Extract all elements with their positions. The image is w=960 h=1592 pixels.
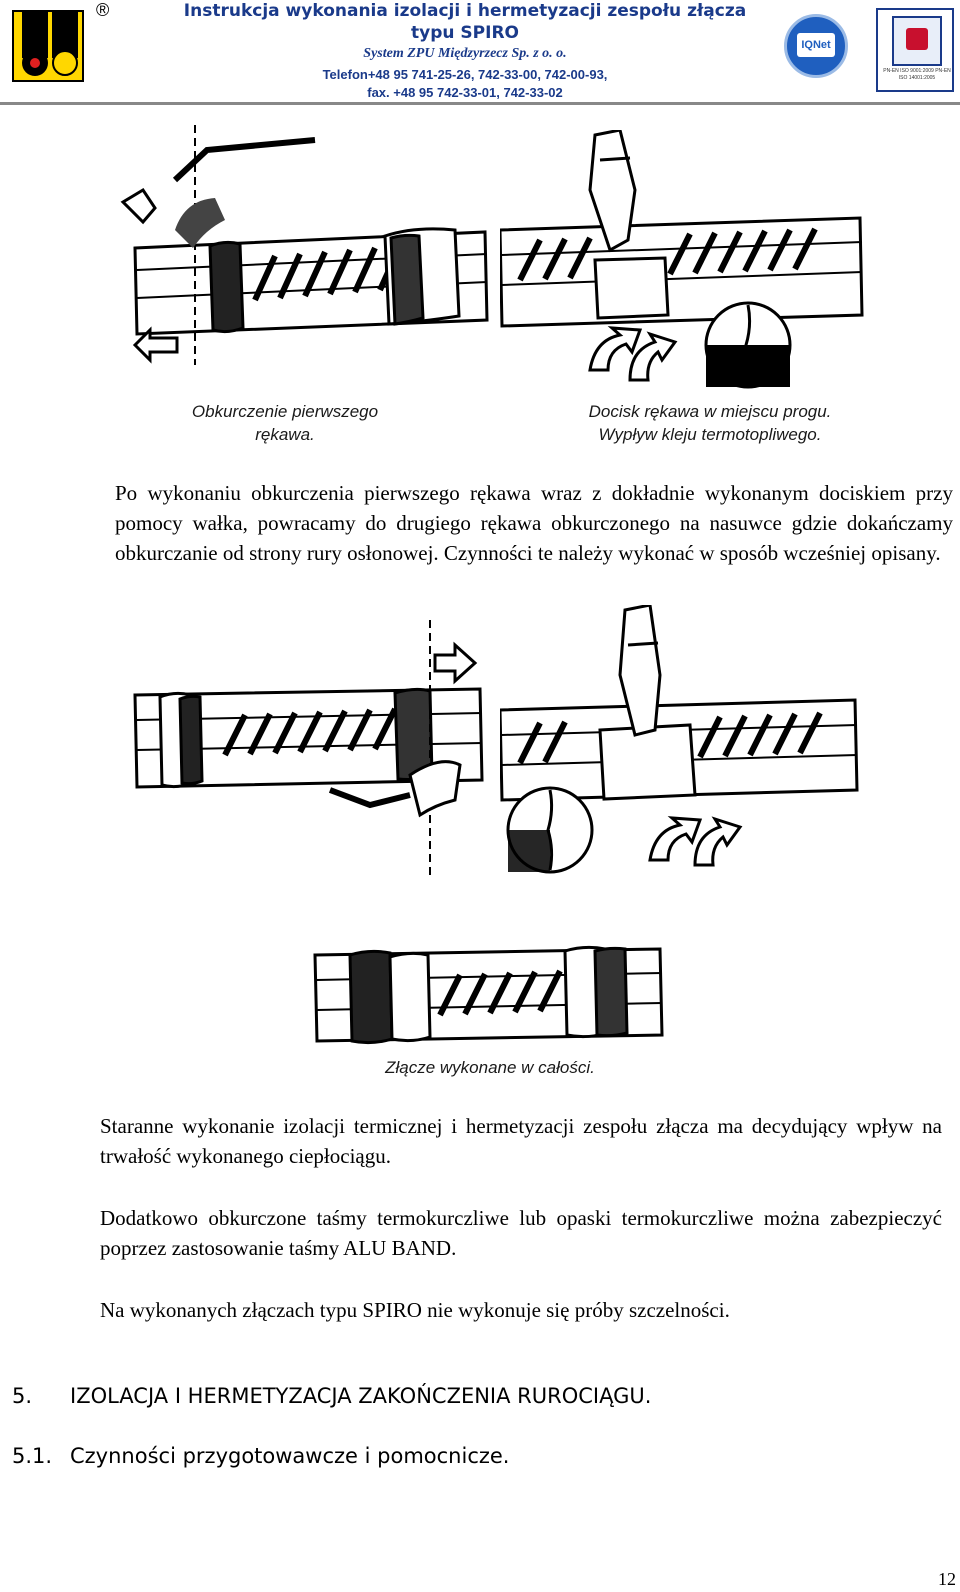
- registered-mark: ®: [96, 0, 110, 20]
- figure-1-caption-line1: Obkurczenie pierwszego: [191, 402, 379, 421]
- company-logo: [12, 10, 84, 82]
- header-divider: [0, 102, 960, 105]
- figure-2-caption-line1: Docisk rękawa w miejscu progu.: [588, 402, 832, 421]
- contact-info: [150, 66, 780, 102]
- pcbc-certificate-logo: [876, 8, 954, 92]
- iqnet-label: IQNet: [797, 33, 835, 57]
- paragraph-2: Staranne wykonanie izolacji termicznej i hermetyzacji zespołu złącza ma decydujący wpływ na trwałość wykonanego ciepłociągu.: [100, 1114, 942, 1168]
- section-5-1-number: 5.1.: [12, 1444, 53, 1468]
- paragraph-3: Dodatkowo obkurczone taśmy termokurczliwe lub opaski termokurczliwe można zabezpieczyć poprzez zastosowanie taśmy ALU BAND.: [100, 1206, 942, 1260]
- section-5-1-title: Czynności przygotowawcze i pomocnicze.: [70, 1444, 510, 1468]
- document-title-line1: Instrukcja wykonania izolacji i hermetyzacji zespołu złącza: [183, 1, 747, 21]
- company-name: System ZPU Międzyrzecz Sp. z o. o.: [363, 46, 567, 61]
- section-5-number: 5.: [12, 1384, 33, 1408]
- paragraph-1: Po wykonaniu obkurczenia pierwszego rękawa wraz z dokładnie wykonanym dociskiem przy pomocy wałka, powracamy do drugiego rękawa obkurczonego na nasuwce gdzie dokańczamy obkurczanie od strony rury osłonowej. Czynności te należy wykonać w sposób wcześniej opisany.: [115, 481, 953, 565]
- phone-line: Telefon+48 95 741-25-26, 742-33-00, 742-00-93,: [322, 67, 608, 82]
- page-number: 12: [938, 1569, 956, 1589]
- figure-2-caption: [530, 400, 890, 446]
- iqnet-certificate-logo: [784, 14, 848, 78]
- figure-shrinking-first-sleeve: [115, 120, 505, 370]
- figure-pressing-second-sleeve: [500, 605, 865, 880]
- figure-1-caption-line2: rękawa.: [255, 425, 315, 444]
- document-title: [150, 0, 780, 44]
- figure-2-caption-line2: Wypływ kleju termotopliwego.: [598, 425, 822, 444]
- figure-completed-joint: [310, 935, 670, 1055]
- document-title-line2: typu SPIRO: [411, 23, 519, 43]
- figure-shrinking-second-sleeve: [130, 615, 490, 880]
- fax-line: fax. +48 95 742-33-01, 742-33-02: [367, 85, 563, 100]
- pcbc-standard-text: PN-EN ISO 9001:2009 PN-EN ISO 14001:2005: [883, 68, 951, 81]
- paragraph-4: Na wykonanych złączach typu SPIRO nie wykonuje się próby szczelności.: [100, 1298, 730, 1322]
- figure-1-caption: [150, 400, 420, 446]
- figure-5-caption: Złącze wykonane w całości.: [385, 1058, 595, 1077]
- section-5-title: IZOLACJA I HERMETYZACJA ZAKOŃCZENIA RUROCIĄGU.: [70, 1384, 652, 1408]
- figure-pressing-sleeve: [500, 130, 870, 400]
